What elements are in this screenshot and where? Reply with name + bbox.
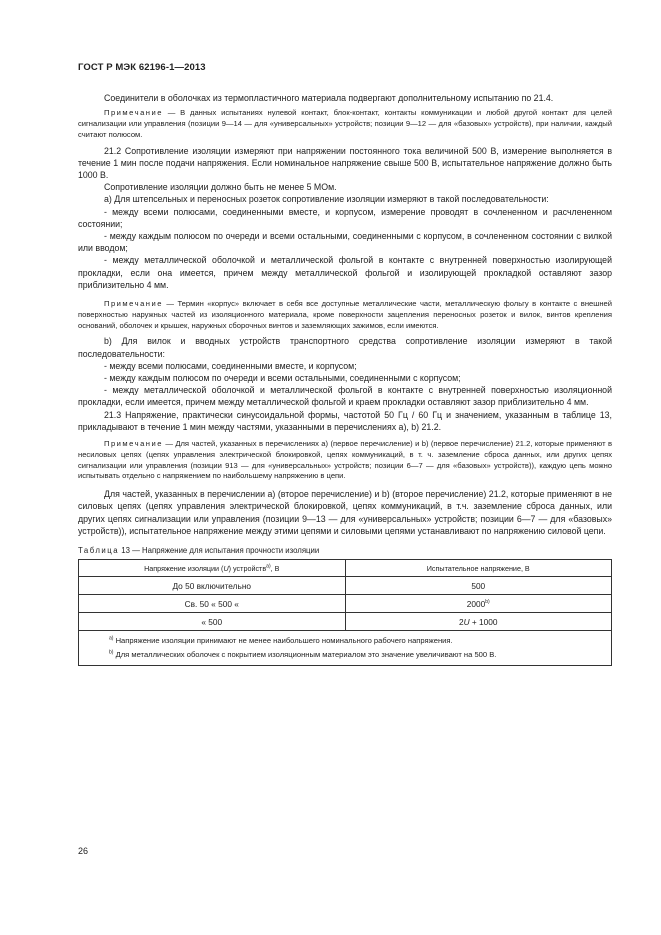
note-label: Примечание xyxy=(104,108,163,118)
page-number: 26 xyxy=(78,846,89,856)
table-cell: « 500 xyxy=(79,613,346,631)
note-text: — Термин «корпус» включает в себя все доступные металлические части, металлическую фольгу в контакте с внешней поверхностью наружных частей из изоляционного материала, кроме поверхности зацепления переносных розеток и вилок, винтов крепления оснований, оболочек и крышек, наружных сборочных винтов и заземляющих зажимов, если имеются. xyxy=(78,299,612,330)
footnote-text: Для металлических оболочек с покрытием изоляционным материалом это значение увеличивают на 500 В. xyxy=(113,649,497,659)
note xyxy=(78,439,612,482)
header-text: , В xyxy=(270,563,280,573)
note xyxy=(78,108,612,140)
note-text: — Для частей, указанных в перечислениях а) (первое перечисление) и b) (первое перечисление) 21.2, которые применяют в несиловых цепях (цепях управления электрической блокировкой, цепях коммуникаций, в т. ч. заземление сброса данных, или других цепях сигнализации или управления (позиции 913 — для «универсальных» устройств; позиции 6—7 — для «базовых» устройств)), каждую цепь можно испытывать отдельно с напряжением по наибольшему напряжению в цепи. xyxy=(78,439,612,481)
paragraph-list-a-intro: а) Для штепсельных и переносных розеток сопротивление изоляции измеряют в такой последовательности: xyxy=(104,194,549,205)
voltage-table xyxy=(78,559,612,666)
footnote-text: Напряжение изоляции принимают не менее наибольшего номинального рабочего напряжения. xyxy=(113,636,453,646)
note-label: Примечание xyxy=(104,299,163,309)
table-row xyxy=(79,595,612,613)
document-body xyxy=(78,92,612,666)
footnote-mark: b) xyxy=(109,649,114,656)
table-footnotes-row xyxy=(79,631,612,666)
table-cell: До 50 включительно xyxy=(79,577,346,595)
list-item: - между металлической оболочкой и металлической фольгой в контакте с внутренней поверхностью изолирующей прокладки, если она имеется, причем между металлической фольгой и изолирующей прокладкой оставляют зазор приблизительно 4 мм. xyxy=(78,255,612,290)
list-item: - между каждым полюсом по очереди и всеми остальными, соединенными с корпусом; xyxy=(104,373,461,384)
paragraph: Соединители в оболочках из термопластичного материала подвергают дополнительному испытанию по 21.4. xyxy=(104,93,554,103)
paragraph: Для частей, указанных в перечислении а) (второе перечисление) и b) (второе перечисление) 21.2, которые применяют в не силовых цепях (цепях управления электрической блокировкой, цепях коммуникаций, в т.ч. заземление сброса данных, или других цепях сигнализации или управления (позиции 9—13 — для «универсальных» устройств; позиции 6—7 — для «базовых» устройств)), испытательное напряжение между этими цепями и силовыми цепями устанавливают по напряжению силовой цепи. xyxy=(78,489,612,536)
footnote xyxy=(83,648,607,662)
paragraph-21-3: 21.3 Напряжение, практически синусоидальной формы, частотой 50 Гц / 60 Гц и значением, указанным в таблице 13, прикладывают в течение 1 мин между частями, указанными в перечислениях а), b) 21.2. xyxy=(78,409,612,432)
paragraph: Сопротивление изоляции должно быть не менее 5 МОм. xyxy=(104,182,337,193)
table-row xyxy=(79,577,612,595)
footnote-mark: а) xyxy=(109,635,114,642)
table-footnotes xyxy=(79,631,612,666)
paragraph-list-b-intro: b) Для вилок и вводных устройств транспортного средства сопротивление изоляции измеряют в такой последовательности: xyxy=(78,336,612,359)
footnote xyxy=(83,634,607,648)
header-text: Напряжение изоляции ( xyxy=(144,563,224,573)
cell-text: 2 xyxy=(458,616,464,627)
footnote-mark: а) xyxy=(266,563,271,570)
table-cell xyxy=(345,613,612,631)
cell-text: + 1000 xyxy=(469,616,498,627)
note xyxy=(78,299,612,331)
note-text: — В данных испытаниях нулевой контакт, блок-контакт, контакты коммуникации и любой другой контакт для целей сигнализации или управления (позиции 9—14 — для «универсальных» устройств; позиции 9—12 — для «базовых» устройств), при наличии, каждый считают полюсом. xyxy=(78,108,612,139)
list-item: - между всеми полюсами, соединенными вместе, и корпусом; xyxy=(104,360,357,371)
paragraph-21-2: 21.2 Сопротивление изоляции измеряют при напряжении постоянного тока величиной 500 В, измерение выполняется в течение 1 мин после подачи напряжения. Если номинальное напряжение свыше 500 В, испытательное напряжение должно быть 1000 В. xyxy=(78,145,612,180)
list-item: - между каждым полюсом по очереди и всеми остальными, соединенными с корпусом, в сочлененном состоянии с вилкой или вводом; xyxy=(78,231,612,254)
document-header: ГОСТ Р МЭК 62196-1—2013 xyxy=(78,62,206,73)
footnote-mark: b) xyxy=(485,598,490,605)
table-caption-text: 13 — Напряжение для испытания прочности изоляции xyxy=(121,546,320,556)
table-caption-label: Таблица xyxy=(78,546,120,556)
table-cell xyxy=(345,577,612,595)
list-item: - между всеми полюсами, соединенными вместе, и корпусом, измерение проводят в сочлененном и расчлененном состоянии; xyxy=(78,206,612,229)
table-cell xyxy=(345,595,612,613)
column-header-insulation-voltage xyxy=(79,560,346,577)
cell-symbol: U xyxy=(463,616,470,627)
cell-text: 2000 xyxy=(466,598,486,609)
table-row xyxy=(79,613,612,631)
header-symbol: U xyxy=(223,563,229,573)
table-cell: Св. 50 « 500 « xyxy=(79,595,346,613)
note-label: Примечание xyxy=(104,439,163,449)
table-caption xyxy=(78,546,612,555)
header-text: ) устройств xyxy=(228,563,267,573)
cell-text: 500 xyxy=(471,580,486,591)
list-item: - между металлической оболочкой и металлической фольгой в контакте с внутренней поверхностью изоляционной прокладки, если имеется, причем между металлической фольгой и краем прокладки оставляют зазор приблизительно 4 мм. xyxy=(78,385,612,408)
table-header-row xyxy=(79,560,612,577)
column-header-test-voltage: Испытательное напряжение, В xyxy=(345,560,612,577)
